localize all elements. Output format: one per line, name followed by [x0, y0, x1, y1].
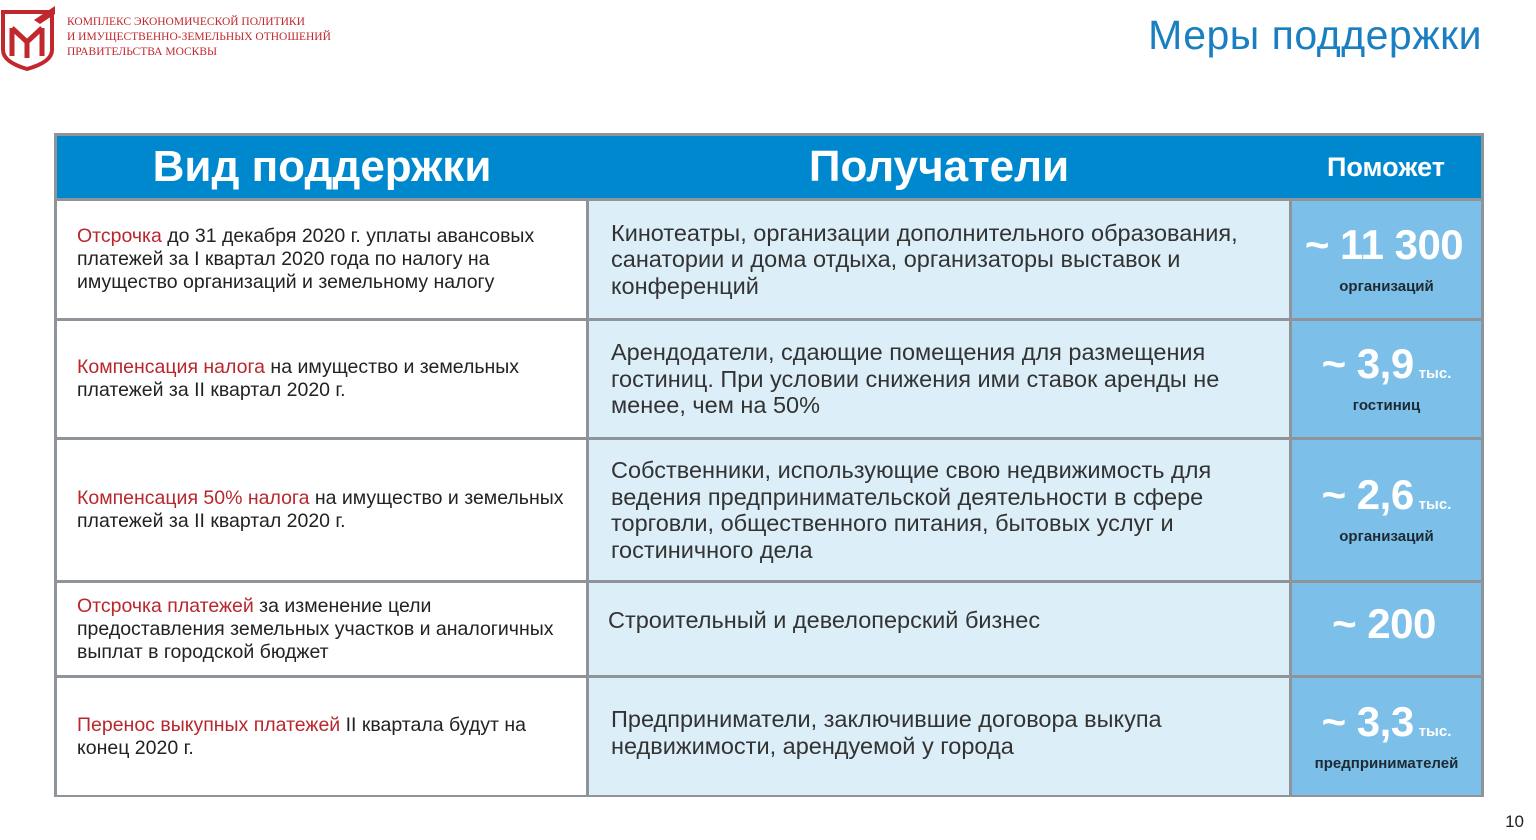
- column-header-support-type: Вид поддержки: [57, 136, 587, 198]
- support-highlight: Отсрочка платежей: [77, 594, 254, 617]
- helps-caption: гостиниц: [1352, 397, 1421, 414]
- column-header-helps: Поможет: [1291, 136, 1481, 198]
- table-row-1-recipients: [589, 201, 1289, 318]
- table-row-4-support-type: [57, 583, 586, 675]
- table-row-5-helps: [1292, 678, 1481, 795]
- recipients-text: Строительный и девелоперский бизнес: [608, 607, 1041, 633]
- support-description: на имущество и земельных платежей за II квартал 2020 г.: [77, 356, 520, 401]
- moscow-government-logo-icon: [0, 6, 58, 72]
- helps-value: ~ 11 300: [1304, 220, 1464, 268]
- helps-caption: организаций: [1339, 277, 1434, 295]
- recipients-text: Арендодатели, сдающие помещения для размещения гостиниц. При условии снижения ими ставок аренды не менее, чем на 50%: [611, 339, 1220, 419]
- support-highlight: Перенос выкупных платежей: [77, 713, 341, 736]
- table-row-4-helps: [1292, 583, 1481, 675]
- table-row-5-support-type: [57, 678, 586, 795]
- support-highlight: Отсрочка: [77, 225, 162, 247]
- recipients-text: Кинотеатры, организации дополнительного образования, санатории и дома отдыха, организаторы выставок и конференций: [611, 219, 1238, 299]
- page-number: 10: [1505, 812, 1524, 831]
- organization-name: [67, 15, 331, 60]
- org-line-1: КОМПЛЕКС ЭКОНОМИЧЕСКОЙ ПОЛИТИКИ: [67, 16, 305, 28]
- org-line-3: ПРАВИТЕЛЬСТВА МОСКВЫ: [67, 46, 218, 58]
- helps-value: ~ 200: [1332, 600, 1436, 647]
- table-row-5-recipients: [589, 678, 1289, 795]
- table-row-4-recipients: [589, 583, 1289, 675]
- table-row-1-support-type: [57, 201, 586, 318]
- table-row-2-recipients: [589, 321, 1289, 437]
- table-row-3-support-type: [57, 440, 586, 580]
- support-description: за изменение цели предоставления земельных участков и аналогичных выплат в городской бюджет: [77, 594, 554, 663]
- helps-value: ~ 3,3: [1321, 697, 1414, 745]
- table-row-2-support-type: [57, 321, 586, 437]
- helps-value: ~ 2,6: [1321, 471, 1414, 518]
- table-row-3-recipients: [589, 440, 1289, 580]
- support-description: на имущество и земельных платежей за II квартал 2020 г.: [77, 487, 564, 532]
- support-description: II квартала будут на конец 2020 г.: [77, 713, 526, 759]
- table-row-2-helps: [1292, 321, 1481, 437]
- helps-caption: организаций: [1339, 528, 1434, 545]
- org-line-2: И ИМУЩЕСТВЕННО-ЗЕМЕЛЬНЫХ ОТНОШЕНИЙ: [67, 31, 331, 43]
- table-row-1-helps: [1292, 201, 1481, 318]
- helps-value: ~ 3,9: [1321, 340, 1414, 387]
- support-description: до 31 декабря 2020 г. уплаты авансовых платежей за I квартал 2020 года по налогу на имущество организаций и земельному налогу: [77, 225, 535, 293]
- support-measures-table: [54, 133, 1484, 797]
- column-header-recipients: Получатели: [587, 136, 1291, 198]
- helps-caption: предпринимателей: [1314, 754, 1459, 772]
- recipients-text: Предприниматели, заключившие договора выкупа недвижимости, арендуемой у города: [611, 706, 1162, 759]
- support-highlight: Компенсация 50% налога: [77, 487, 310, 509]
- page-title: Меры поддержки: [1148, 12, 1482, 58]
- table-row-3-helps: [1292, 440, 1481, 580]
- helps-unit: тыс.: [1418, 365, 1452, 382]
- support-highlight: Компенсация налога: [77, 356, 266, 378]
- recipients-text: Собственники, использующие свою недвижимость для ведения предпринимательской деятельности в сфере торговли, общественного питания, бытовых услуг и гостиничного дела: [611, 457, 1212, 563]
- helps-unit: тыс.: [1418, 722, 1452, 740]
- helps-unit: тыс.: [1418, 496, 1452, 513]
